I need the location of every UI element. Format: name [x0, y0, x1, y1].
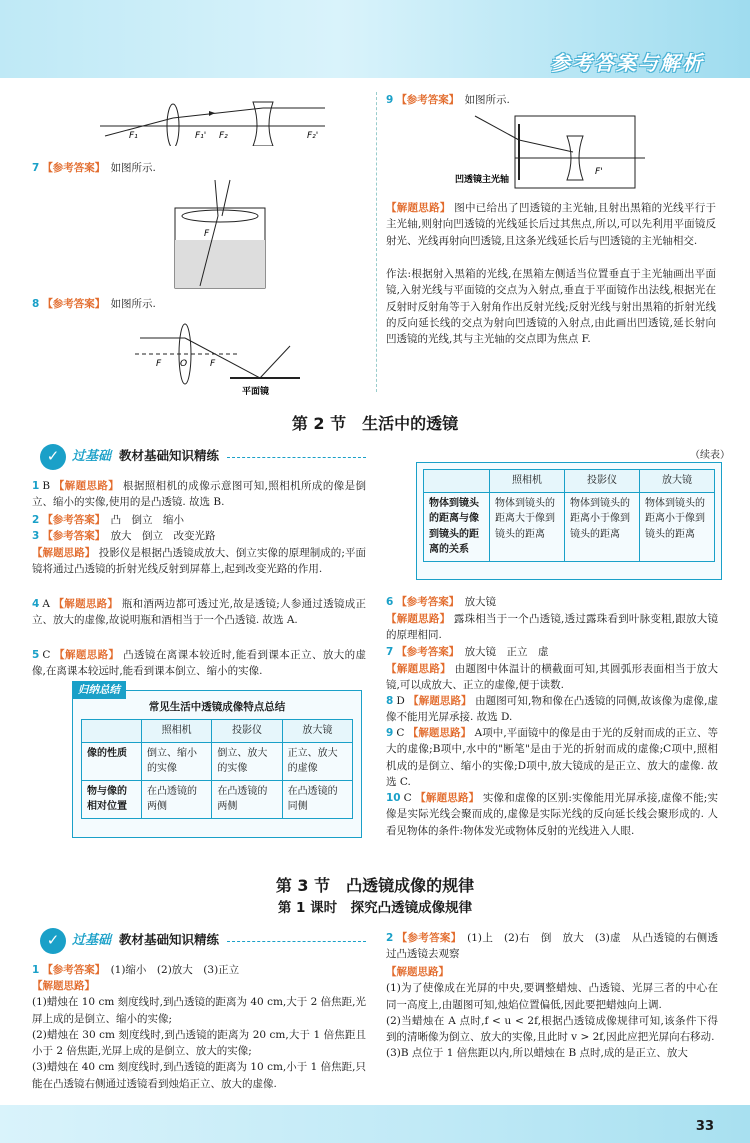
q9-sec2: 9 C 【解题思路】 A项中,平面镜中的像是由于光的反射而成的正立、等大的虚像;B项中,水中的"断笔"是由于光的折射而成的虚像;C项中,照相机成的是倒立、缩小的实像;D项中,放大镜成的是正立、放大的虚像. 故选 C.: [386, 727, 719, 788]
q2-sec3-idea: 【解题思路】 (1)为了使像成在光屏的中央,要调整蜡烛、凸透镜、光屏三者的中心在同一高度上,由题图可知,烛焰位置偏低,因此要把蜡烛向上调. (2)当蜡烛在 A 点时,f < u < 2f,根据凸透镜成像规律可知,该条件下得到的清晰像为倒立、放大的实像,且此时 v > 2f,因此应把光屏向右移动. (3)B 点位于 1 倍焦距以内,所以蜡烛在 B 点时,成的是正立、放大: [386, 964, 718, 1062]
fig1-label: F₂': [307, 131, 319, 141]
q2-sec3: 2 【参考答案】 (1)上 (2)右 倒 放大 (3)虚 从凸透镜的右侧透过凸透镜去观察: [386, 932, 719, 961]
basics-banner-1: ✓ 过基础 教材基础知识精练: [40, 444, 366, 470]
q3-sec2: 3 【参考答案】 放大 倒立 改变光路: [32, 530, 216, 542]
table-row: 物与像的相对位置 在凸透镜的两侧 在凸透镜的两侧 在凸透镜的同侧: [82, 780, 353, 818]
q1-sec2: 1 B 【解题思路】 根据照相机的成像示意图可知,照相机所成的像是倒立、缩小的实像,使用的是凸透镜. 故选 B.: [32, 480, 367, 509]
table-continued-label: （续表）: [690, 450, 730, 461]
q4-sec2: 4 A 【解题思路】 瓶和酒两边都可透过光,故是透镜;人参通过透镜成正立、放大的虚像,故说明瓶和酒相当于一个凸透镜. 故选 A.: [32, 598, 367, 627]
q9-method: 作法:根据射入黑箱的光线,在黑箱左侧适当位置垂直于主光轴画出平面镜,入射光线与平面镜的交点为入射点,垂直于平面镜作出法线,根据光在反射时反射角等于入射角作出反射光线;反射光线与射出黑箱的折射光线的反向延长线的交点为射向凹透镜的入射点,由此画出凹透镜,延长射向凹透镜的光线,其与主光轴的交点即为焦点 F.: [386, 268, 716, 346]
optics-figure-4: [455, 112, 655, 196]
q2-sec2: 2 【参考答案】 凸 倒立 缩小: [32, 514, 185, 526]
solution-line: (2)蜡烛在 30 cm 刻度线时,到凸透镜的距离为 20 cm,大于 1 倍焦距且小于 2 倍焦距,光屏上成的是倒立、放大的实像;: [32, 1028, 366, 1058]
page-number: 33: [695, 1118, 714, 1134]
table-row: 物体到镜头的距离与像到镜头的距离的关系 物体到镜头的距离大于像到镜头的距离 物体到镜头的距离小于像到镜头的距离 物体到镜头的距离小于像到镜头的距离: [424, 492, 715, 561]
solution-line: (1)为了使像成在光屏的中央,要调整蜡烛、凸透镜、光屏三者的中心在同一高度上,由题图可知,烛焰位置偏低,因此要把蜡烛向上调.: [386, 982, 718, 1011]
solution-line: (3)B 点位于 1 倍焦距以内,所以蜡烛在 B 点时,成的是正立、放大: [386, 1047, 688, 1060]
basics-banner-2: ✓ 过基础 教材基础知识精练: [40, 928, 366, 954]
q8-left: 8 【参考答案】 如图所示.: [32, 298, 156, 310]
q6-idea: 【解题思路】 露珠相当于一个凸透镜,透过露珠看到叶脉变粗,跟放大镜的原理相同.: [386, 613, 718, 642]
fig4-label: 凹透镜主光轴: [455, 175, 510, 185]
fig3-label: 平面镜: [242, 387, 270, 397]
q5-sec2: 5 C 【解题思路】 凸透镜在离课本较近时,能看到课本正立、放大的虚像,在离课本较远时,能看到课本倒立、缩小的实像.: [32, 649, 367, 678]
table-header-row: 照相机 投影仪 放大镜: [424, 470, 715, 493]
check-icon: ✓: [40, 928, 66, 954]
fig2-label: F: [204, 229, 210, 239]
q6-sec2: 6 【参考答案】 放大镜: [386, 596, 497, 608]
continued-table: [423, 469, 715, 562]
summary-table: [81, 719, 353, 819]
footer-band: [0, 1105, 750, 1143]
header-title: 参考答案与解析: [550, 51, 704, 75]
fig3-label: O: [180, 359, 188, 369]
summary-tag: 归纳总结: [72, 681, 126, 699]
q1-sec3: 1 【参考答案】 (1)缩小 (2)放大 (3)正立: [32, 964, 240, 976]
section-3-title: 第 3 节 凸透镜成像的规律: [275, 876, 475, 895]
section-2-title: 第 2 节 生活中的透镜: [291, 414, 459, 433]
continued-table-box: [416, 462, 722, 580]
q3-idea: 【解题思路】 投影仪是根据凸透镜成放大、倒立实像的原理制成的;平面镜将通过凸透镜的折射光线反射到屏幕上,起到改变光路的作用.: [32, 547, 366, 576]
q7-idea: 【解题思路】 由题图中体温计的横截面可知,其圆弧形表面相当于放大镜,可以成放大、正立的虚像,便于读数.: [386, 663, 718, 692]
optics-figure-1: [95, 88, 335, 146]
check-icon: ✓: [40, 444, 66, 470]
fig4-label: F': [595, 167, 603, 177]
column-divider: [376, 92, 377, 392]
section-3-subtitle: 第 1 课时 探究凸透镜成像规律: [277, 900, 473, 916]
q9-right: 9 【参考答案】 如图所示.: [386, 94, 510, 106]
fig1-label: F₁': [195, 131, 207, 141]
q10-sec2: 10 C 【解题思路】 实像和虚像的区别:实像能用光屏承接,虚像不能;实像是实际光线会聚而成的,虚像是实际光线的反向延长线会聚形成的. 人看见物体的条件:物体发光或物体反射的光线进入人眼.: [386, 792, 718, 837]
q7-sec2: 7 【参考答案】 放大镜 正立 虚: [386, 646, 549, 658]
optics-figure-3: [130, 316, 310, 398]
solution-line: (2)当蜡烛在 A 点时,f < u < 2f,根据凸透镜成像规律可知,该条件下得到的清晰像为倒立、放大的实像,且此时 v > 2f,因此应把光屏向右移动.: [386, 1014, 718, 1044]
q9-idea: 【解题思路】 图中已给出了凹透镜的主光轴,且射出黑箱的光线平行于主光轴,则射向凹透镜的光线延长后过其焦点,所以,可以先利用平面镜反射光、光线再射向凹透镜,且这条光线延长后与凹透镜的主光轴相交.: [386, 202, 716, 247]
fig1-label: F₂: [219, 131, 228, 141]
summary-box: [72, 684, 362, 838]
q1-sec3-idea: 【解题思路】 (1)蜡烛在 10 cm 刻度线时,到凸透镜的距离为 40 cm,大于 2 倍焦距,光屏上成的是倒立、缩小的实像; (2)蜡烛在 30 cm 刻度线时,到凸透镜的距离为 20 cm,大于 1 倍焦距且小于 2 倍焦距,光屏上成的是倒立、放大的实像; (3)蜡烛在 40 cm 刻度线时,到凸透镜的距离为 10 cm,小于 1 倍焦距,只能在凸透镜右侧通过透镜看到烛焰正立、放大的虚像.: [32, 978, 366, 1092]
optics-figure-2: [160, 178, 280, 290]
fig3-label: F: [156, 359, 162, 369]
fig3-label: F: [210, 359, 216, 369]
summary-title: 常见生活中透镜成像特点总结: [148, 701, 286, 713]
table-row: 像的性质 倒立、缩小的实像 倒立、放大的实像 正立、放大的虚像: [82, 742, 353, 780]
fig1-label: F₁: [129, 131, 138, 141]
q8-sec2: 8 D 【解题思路】 由题图可知,物和像在凸透镜的同侧,故该像为虚像,虚像不能用光屏承接. 故选 D.: [386, 695, 718, 724]
solution-line: (1)蜡烛在 10 cm 刻度线时,到凸透镜的距离为 40 cm,大于 2 倍焦距,光屏上成的是倒立、缩小的实像;: [32, 996, 366, 1025]
q7-left: 7 【参考答案】 如图所示.: [32, 162, 156, 174]
table-header-row: 照相机 投影仪 放大镜: [82, 720, 353, 743]
solution-line: (3)蜡烛在 40 cm 刻度线时,到凸透镜的距离为 10 cm,小于 1 倍焦距,只能在凸透镜右侧通过透镜看到烛焰正立、放大的虚像.: [32, 1061, 366, 1090]
